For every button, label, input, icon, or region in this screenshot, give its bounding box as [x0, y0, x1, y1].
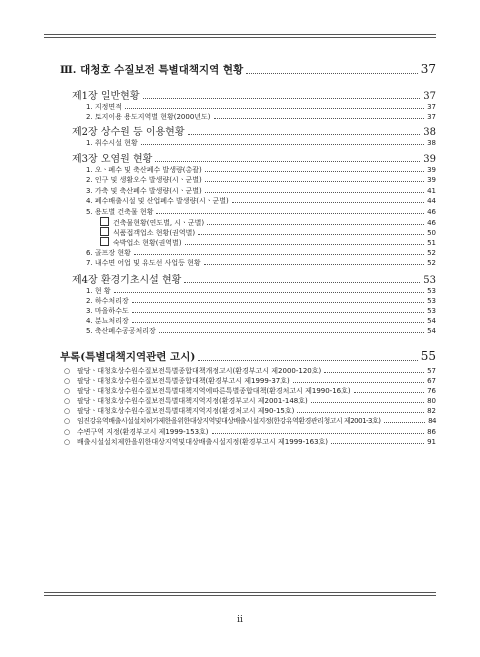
toc-entry-page-number: 53 [427, 307, 436, 315]
toc-entry-page-number: 46 [427, 208, 436, 216]
toc-entry-text: 팔당ㆍ대청호상수원수질보전특별대책지역에따른특별종합대책(환경처고시 제1990-16호) [77, 387, 351, 395]
toc-entry-chapter[interactable] [72, 150, 436, 165]
toc-entry-page-number: 52 [427, 259, 436, 267]
toc-entry-text: 팔당ㆍ대청호상수원수질보전특별종합대책개정고시(환경부고시 제2000-120호) [77, 367, 322, 375]
dot-leader [331, 443, 424, 444]
dot-leader [141, 144, 424, 145]
toc-entry-label [86, 296, 129, 306]
toc-entry-label [86, 196, 229, 206]
dot-leader [114, 292, 424, 293]
toc-entry-text: 6. 골프장 현황 [86, 249, 131, 257]
toc-entry-circ[interactable] [64, 437, 436, 447]
dot-leader [293, 382, 424, 383]
toc-entry-page-number: 51 [427, 239, 436, 247]
dot-leader [198, 234, 424, 235]
dot-leader [125, 108, 424, 109]
toc-entry-page-number: 55 [420, 349, 436, 363]
circle-bullet-icon: ○ [64, 438, 71, 446]
toc-entry-circ[interactable] [64, 376, 436, 386]
dot-leader [132, 312, 424, 313]
toc-entry-page-number: 54 [427, 317, 436, 325]
toc-entry-label [86, 207, 153, 217]
toc-entry-page-number: 67 [427, 377, 436, 385]
toc-entry-item[interactable] [86, 316, 436, 326]
dot-leader [204, 264, 424, 265]
toc-entry-text: 식품접객업소 현황(권역별) [113, 229, 196, 237]
dot-leader [205, 181, 424, 182]
toc-entry-text: 제4장 환경기초시설 현황 [72, 275, 182, 286]
circle-bullet-icon: ○ [64, 367, 71, 375]
toc-entry-page-number: 57 [427, 367, 436, 375]
toc-entry-page-number: 53 [427, 297, 436, 305]
dot-leader [198, 360, 417, 361]
dot-leader [354, 392, 424, 393]
toc-entry-text: 5. 용도별 건축물 현황 [86, 208, 154, 216]
toc-entry-circ[interactable] [64, 396, 436, 406]
toc-entry-item[interactable] [86, 138, 436, 148]
toc-entry-page-number: 39 [427, 176, 436, 184]
toc-entry-label [60, 349, 195, 364]
circle-bullet-icon: ○ [64, 407, 71, 415]
toc-entry-label [86, 326, 156, 336]
page-folio: ii [237, 615, 243, 625]
toc-entry-page-number: 76 [427, 387, 436, 395]
toc-entry-circ[interactable] [64, 366, 436, 376]
toc-entry-label [86, 316, 129, 326]
toc-entry-label [72, 87, 140, 102]
circle-bullet-icon: ○ [64, 397, 71, 405]
toc-entry-page-number: 44 [427, 197, 436, 205]
checkbox-icon [100, 227, 109, 236]
circle-bullet-icon: ○ [64, 428, 71, 436]
toc-entry-label [86, 138, 138, 148]
dot-leader [185, 244, 425, 245]
toc-entry-chapter[interactable] [72, 87, 436, 102]
toc-entry-page-number: 39 [423, 154, 436, 165]
toc-entry-label [86, 306, 129, 316]
checkbox-icon [100, 237, 109, 246]
circle-bullet-icon: ○ [64, 377, 71, 385]
toc-entry-item[interactable] [86, 296, 436, 306]
toc-entry-chapter[interactable] [72, 271, 436, 286]
toc-entry-label [86, 186, 202, 196]
toc-entry-circ-cond[interactable] [64, 416, 436, 426]
toc-entry-label [64, 366, 321, 376]
toc-entry-label [86, 165, 202, 175]
toc-entry-circ[interactable] [64, 386, 436, 396]
top-rule [44, 34, 436, 35]
dot-leader [311, 402, 424, 403]
toc-entry-circ[interactable] [64, 427, 436, 437]
toc-entry-text: 7. 내수면 어업 및 유도선 사업등 현황 [86, 259, 201, 267]
toc-entry-item[interactable] [86, 102, 436, 112]
dot-leader [246, 73, 418, 74]
toc-entry-item[interactable] [86, 112, 436, 122]
toc-entry-item[interactable] [86, 165, 436, 175]
toc-entry-page-number: 50 [427, 229, 436, 237]
dot-leader [232, 202, 424, 203]
circle-bullet-icon: ○ [64, 417, 70, 425]
toc-entry-item[interactable] [86, 306, 436, 316]
toc-entry-text: 2. 하수처리장 [86, 297, 129, 305]
toc-entry-sub[interactable] [100, 237, 436, 248]
toc-entry-label [64, 406, 294, 416]
toc-entry-label [86, 286, 111, 296]
toc-entry-item[interactable] [86, 186, 436, 196]
toc-entry-text: 1. 취수시설 현황 [86, 139, 138, 147]
dot-leader [132, 302, 424, 303]
toc-entry-label [64, 416, 381, 426]
toc-entry-label [60, 62, 243, 77]
dot-leader [134, 254, 424, 255]
dot-leader [188, 134, 421, 135]
toc-entry-page-number: 46 [427, 219, 436, 227]
toc-entry-text: 팔당ㆍ대청호상수원수질보전특별종합대책(환경부고시 제1999-37호) [77, 377, 290, 385]
toc-entry-label [72, 150, 152, 165]
toc-entry-page-number: 38 [423, 127, 436, 138]
toc-entry-text: 제2장 상수원 등 이용현황 [72, 127, 185, 138]
toc-entry-text: 2. 인구 및 생활오수 발생량(시ㆍ군별) [86, 176, 202, 184]
toc-entry-page-number: 82 [427, 407, 436, 415]
dot-leader [214, 118, 425, 119]
toc-entry-label [72, 123, 185, 138]
checkbox-icon [100, 217, 109, 226]
toc-entry-text: Ⅲ. 대청호 수질보전 특별대책지역 현황 [60, 64, 244, 76]
toc-entry-text: 팔당ㆍ대청호상수원수질보전특별대책지역지정(환경처고시 제90-15호) [77, 407, 295, 415]
toc-entry-text: 배출시설설치제한을위한대상지역및대상배출시설지정(환경부고시 제1999-163호) [77, 438, 329, 446]
top-rule-inner [44, 37, 436, 38]
toc-entry-text: 5. 축산폐수공공처리장 [86, 327, 156, 335]
toc-entry-page-number: 37 [420, 62, 436, 76]
toc-entry-text: 숙박업소 현황(권역별) [113, 239, 182, 247]
dot-leader [155, 161, 420, 162]
toc-entry-label [64, 386, 351, 396]
dot-leader [384, 422, 426, 423]
toc-entry-page-number: 86 [427, 428, 436, 436]
toc-entry-page-number: 39 [427, 166, 436, 174]
dot-leader [324, 372, 424, 373]
bottom-rule [44, 592, 436, 593]
toc-entry-chapter[interactable] [72, 123, 436, 138]
toc-entry-part[interactable] [60, 349, 436, 364]
toc-entry-text: 4. 폐수배출시설 및 산업폐수 발생량(시ㆍ군별) [86, 197, 229, 205]
toc-entry-page-number: 37 [423, 91, 436, 102]
toc-entry-item[interactable] [86, 207, 436, 217]
toc-entry-label [100, 237, 182, 248]
toc-entry-page-number: 84 [428, 417, 436, 425]
toc-entry-item[interactable] [86, 258, 436, 268]
toc-entry-label [86, 102, 122, 112]
toc-entry-text: 제1장 일반현황 [72, 91, 140, 102]
toc-entry-text: 3. 가축 및 축산폐수 발생량(시ㆍ군별) [86, 187, 202, 195]
toc-entry-item[interactable] [86, 196, 436, 206]
dot-leader [205, 192, 424, 193]
toc-entry-page-number: 37 [427, 103, 436, 111]
toc-entry-part[interactable] [60, 62, 436, 77]
toc-entry-text: 수변구역 지정(환경부고시 제1999-153호) [77, 428, 209, 436]
toc-entry-page-number: 80 [427, 397, 436, 405]
dot-leader [184, 282, 420, 283]
toc-entry-page-number: 37 [427, 113, 436, 121]
toc-entry-label [64, 427, 209, 437]
toc-entry-circ[interactable] [64, 406, 436, 416]
dot-leader [297, 412, 424, 413]
toc-entry-page-number: 52 [427, 249, 436, 257]
toc-entry-item[interactable] [86, 248, 436, 258]
dot-leader [212, 433, 425, 434]
toc-entry-text: 1. 현 황 [86, 287, 111, 295]
dot-leader [205, 171, 424, 172]
toc-entry-text: 1. 오ㆍ폐수 및 축산폐수 발생량(총괄) [86, 166, 202, 174]
dot-leader [132, 322, 424, 323]
toc-entry-page-number: 54 [427, 327, 436, 335]
toc-entry-label [72, 271, 181, 286]
toc-entry-text: 임진강유역배출시설설치허가제한을위한대상지역및대상배출시설지정(한강유역환경관리청고시 제2001-3호) [77, 417, 381, 425]
toc-entry-label [64, 376, 290, 386]
toc-entry-label [64, 437, 328, 447]
toc-entry-text: 3. 마을하수도 [86, 307, 129, 315]
toc-entry-text: 제3장 오염원 현황 [72, 154, 153, 165]
toc-entry-item[interactable] [86, 175, 436, 185]
toc-entry-page-number: 53 [423, 275, 436, 286]
toc-entry-text: 팔당ㆍ대청호상수원수질보전특별대책지역지정(환경부고시 제2001-148호) [77, 397, 308, 405]
toc-entry-text: 건축물현황(연도별, 시ㆍ군별) [113, 219, 205, 227]
toc-entry-label [86, 175, 202, 185]
toc-entry-text: 부록(특별대책지역관련 고시) [60, 351, 196, 363]
toc-entry-item[interactable] [86, 326, 436, 336]
toc-entry-page-number: 41 [427, 187, 436, 195]
toc-entry-item[interactable] [86, 286, 436, 296]
toc-entry-label [86, 258, 201, 268]
bottom-rule-inner [44, 595, 436, 596]
toc-entry-label [86, 248, 131, 258]
dot-leader [143, 98, 421, 99]
toc-entry-page-number: 38 [427, 139, 436, 147]
toc-entry-text: 1. 지정면적 [86, 103, 122, 111]
circle-bullet-icon: ○ [64, 387, 71, 395]
toc-entry-page-number: 53 [427, 287, 436, 295]
toc-entry-label [64, 396, 308, 406]
toc-entry-text: 2. 토지이용 용도지역별 현황(2000년도) [86, 113, 211, 121]
dot-leader [207, 224, 424, 225]
toc-entry-page-number: 91 [427, 438, 436, 446]
toc-entry-label [86, 112, 211, 122]
toc-entry-text: 4. 분뇨처리장 [86, 317, 129, 325]
dot-leader [156, 213, 424, 214]
dot-leader [159, 332, 424, 333]
